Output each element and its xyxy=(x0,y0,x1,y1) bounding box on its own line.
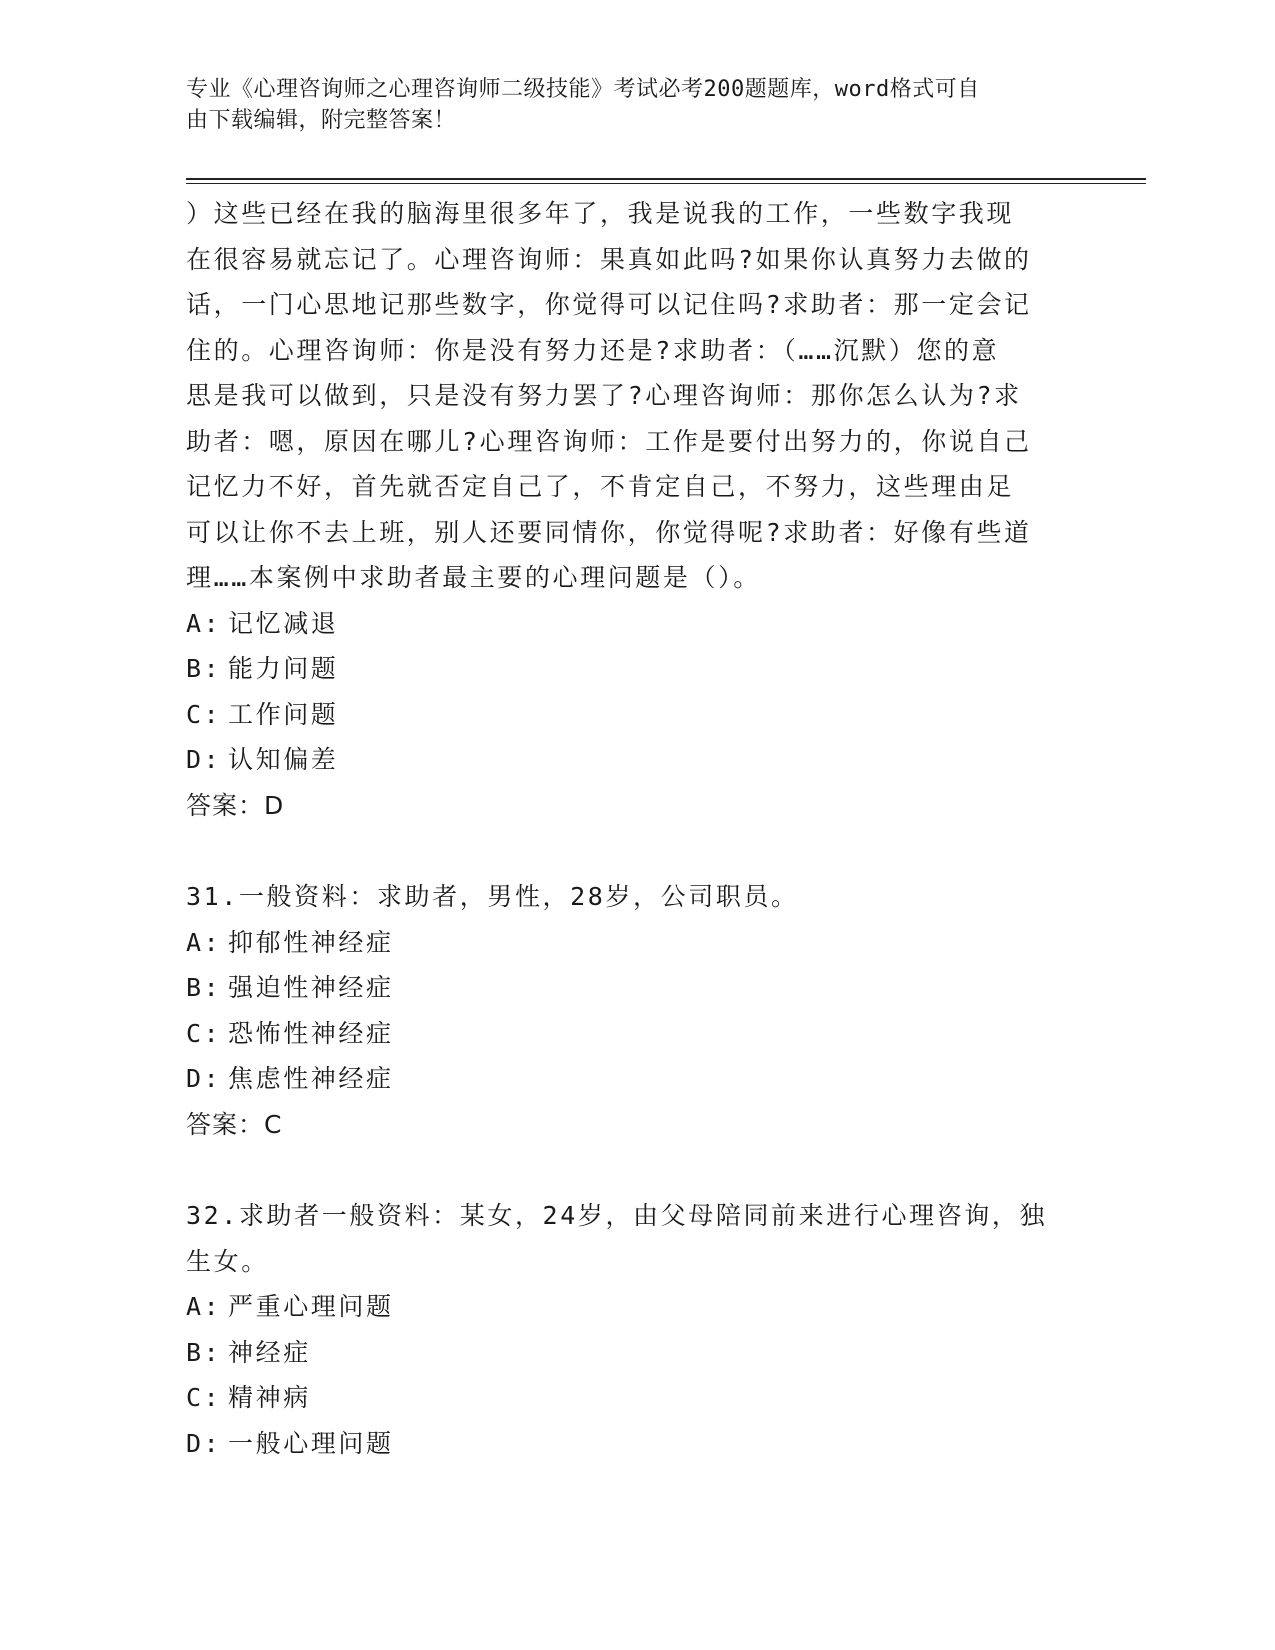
option-text: 认知偏差 xyxy=(228,745,339,774)
option-key: A: xyxy=(186,927,222,957)
option-text: 能力问题 xyxy=(228,654,339,683)
question-30 xyxy=(186,191,1086,828)
option-key: B: xyxy=(186,1337,222,1367)
question-stem-line: 记忆力不好，首先就否定自己了，不肯定自己，不努力，这些理由足 xyxy=(186,472,1015,501)
option-key: D: xyxy=(186,1428,222,1458)
question-stem-line: 理……本案例中求助者最主要的心理问题是（）。 xyxy=(186,563,761,592)
option-a xyxy=(186,920,1086,966)
question-stem-line: 在很容易就忘记了。心理咨询师：果真如此吗?如果你认真努力去做的 xyxy=(186,244,1032,274)
question-stem-line: 生女。 xyxy=(186,1246,269,1276)
option-c xyxy=(186,1375,1086,1421)
header-divider-thick xyxy=(186,178,1146,180)
option-a xyxy=(186,601,1086,647)
option-d xyxy=(186,1056,1086,1102)
question-32 xyxy=(186,1193,1086,1466)
question-stem-line: ）这些已经在我的脑海里很多年了，我是说我的工作，一些数字我现 xyxy=(186,199,1015,228)
option-key: C: xyxy=(186,1018,222,1048)
option-text: 记忆减退 xyxy=(228,608,339,638)
option-key: D: xyxy=(186,745,222,774)
option-key: B: xyxy=(186,654,222,683)
option-key: A: xyxy=(186,608,222,638)
option-text: 精神病 xyxy=(228,1383,311,1412)
option-d xyxy=(186,737,1086,783)
question-stem-line: 住的。心理咨询师：你是没有努力还是?求助者：（……沉默）您的意 xyxy=(186,335,1000,365)
spacer xyxy=(186,1147,1086,1193)
option-text: 抑郁性神经症 xyxy=(228,927,394,957)
question-31 xyxy=(186,874,1086,1147)
question-stem-line: 32.求助者一般资料：某女，24岁，由父母陪同前来进行心理咨询，独 xyxy=(186,1201,1048,1230)
option-text: 一般心理问题 xyxy=(228,1428,394,1458)
option-b xyxy=(186,965,1086,1011)
option-c xyxy=(186,692,1086,738)
answer-line: 答案：C xyxy=(186,1109,283,1139)
question-stem-line: 话，一门心思地记那些数字，你觉得可以记住吗?求助者：那一定会记 xyxy=(186,290,1032,319)
option-text: 恐怖性神经症 xyxy=(228,1018,394,1048)
option-text: 神经症 xyxy=(228,1337,311,1367)
option-text: 焦虑性神经症 xyxy=(228,1064,394,1093)
option-a xyxy=(186,1284,1086,1330)
question-stem-line: 31.一般资料：求助者，男性，28岁，公司职员。 xyxy=(186,882,799,911)
question-stem-line: 可以让你不去上班，别人还要同情你，你觉得呢?求助者：好像有些道 xyxy=(186,517,1032,547)
spacer xyxy=(186,828,1086,874)
option-text: 强迫性神经症 xyxy=(228,973,394,1002)
option-key: C: xyxy=(186,699,222,729)
answer-line: 答案：D xyxy=(186,790,285,820)
option-text: 严重心理问题 xyxy=(228,1292,394,1321)
option-b xyxy=(186,646,1086,692)
option-key: C: xyxy=(186,1383,222,1412)
option-text: 工作问题 xyxy=(228,699,339,729)
header-title-line-2: 由下载编辑，附完整答案！ xyxy=(186,108,457,133)
document-header xyxy=(186,74,1066,136)
option-c xyxy=(186,1011,1086,1057)
header-divider-thin xyxy=(186,183,1146,184)
question-stem-line: 助者：嗯，原因在哪儿?心理咨询师：工作是要付出努力的，你说自己 xyxy=(186,426,1032,456)
option-b xyxy=(186,1330,1086,1376)
option-key: A: xyxy=(186,1292,222,1321)
option-d xyxy=(186,1421,1086,1467)
option-key: D: xyxy=(186,1064,222,1093)
header-title-line-1: 专业《心理咨询师之心理咨询师二级技能》考试必考200题题库，word格式可自 xyxy=(186,77,980,102)
option-key: B: xyxy=(186,973,222,1002)
question-content xyxy=(186,191,1086,1466)
question-stem-line: 思是我可以做到，只是没有努力罢了?心理咨询师：那你怎么认为?求 xyxy=(186,381,1022,410)
